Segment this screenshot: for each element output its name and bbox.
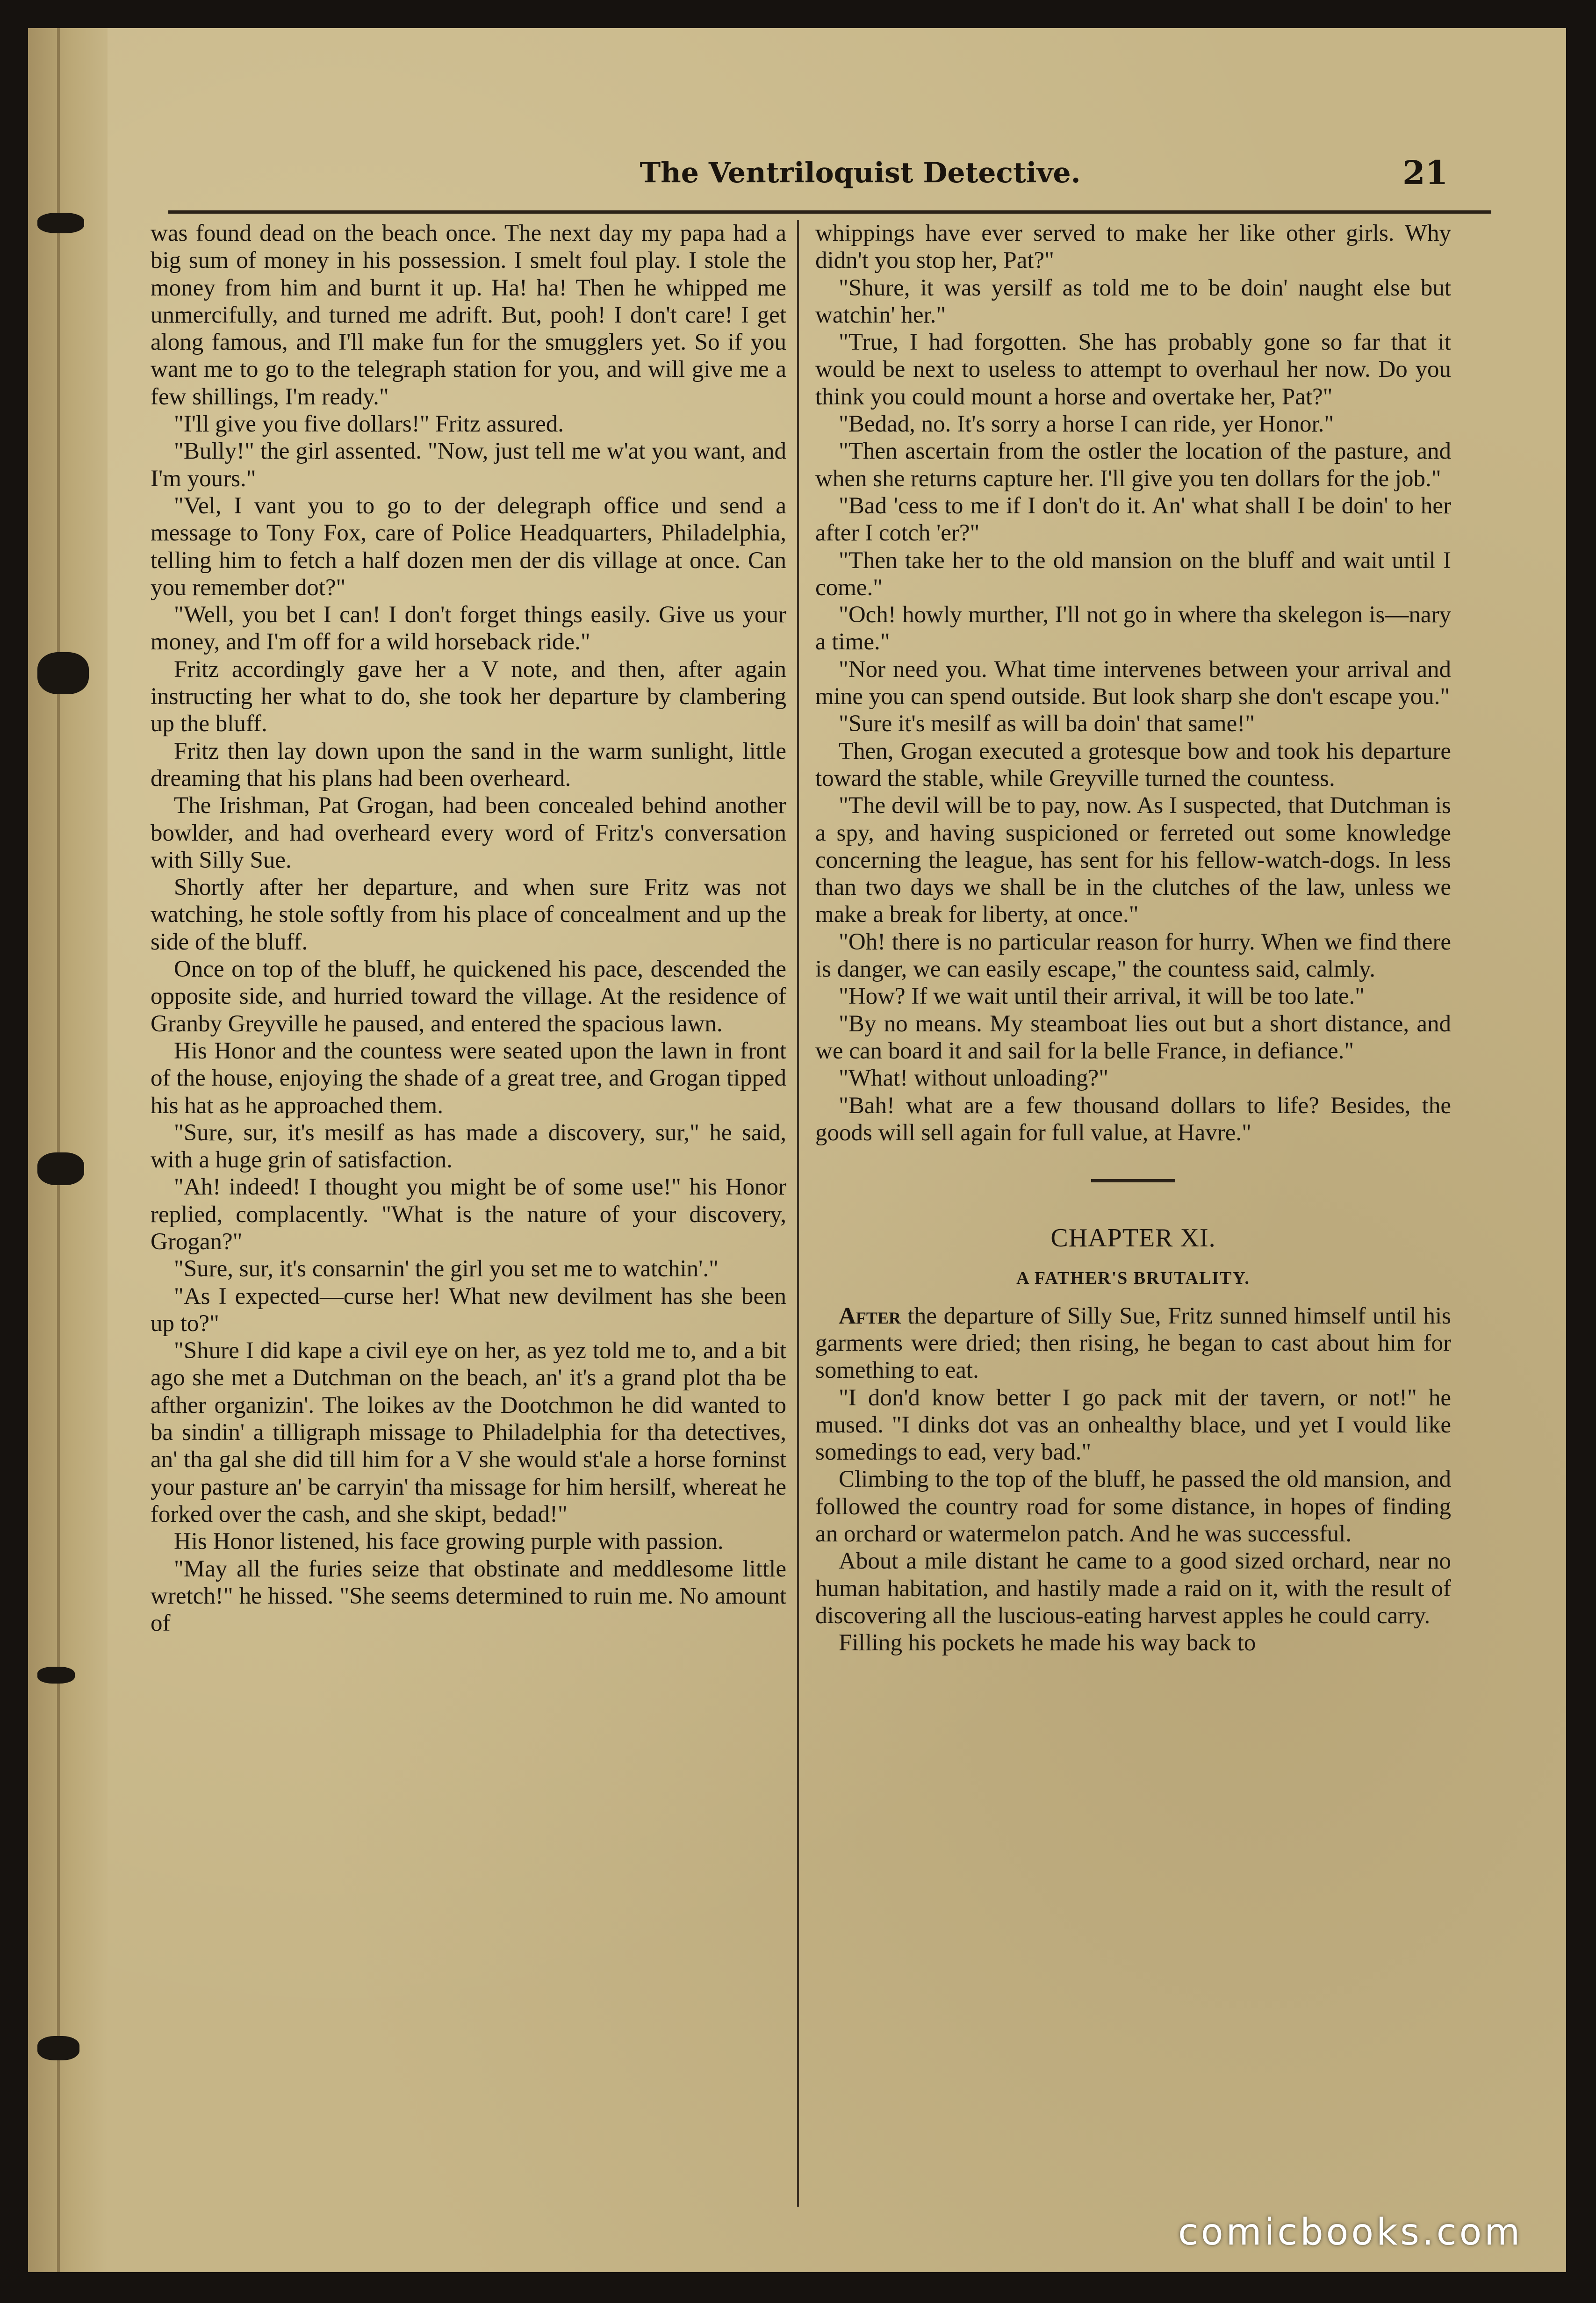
chapter-first-paragraph — [815, 1303, 1451, 1384]
paragraph: whippings have ever served to make her like other girls. Why didn't you stop her, Pat?" — [815, 220, 1451, 274]
column-divider — [797, 220, 799, 2207]
chapter-number: CHAPTER XI. — [1050, 1223, 1216, 1253]
page-number: 21 — [1402, 153, 1448, 192]
paragraph: Fritz then lay down upon the sand in the warm sunlight, little dreaming that his plans had been overheard. — [151, 738, 786, 792]
binding-fold-line — [57, 28, 60, 2272]
header-rule — [168, 210, 1491, 214]
paragraph: "True, I had forgotten. She has probably gone so far that it would be next to useless to attempt to overhaul her now. Do you think you could mount a horse and overtake her, Pat?" — [815, 329, 1451, 410]
paragraph: Filling his pockets he made his way back to — [839, 1630, 1256, 1656]
binding-stitch-hole — [37, 652, 89, 694]
chapter-first-paragraph-text: the departure of Silly Sue, Fritz sunned himself until his garments were dried; then rising, he began to cast about him for something to eat. — [815, 1303, 1451, 1384]
paragraph: His Honor and the countess were seated upon the lawn in front of the house, enjoying the shade of a great tree, and Grogan tipped his hat as he approached them. — [151, 1037, 786, 1119]
paragraph: "The devil will be to pay, now. As I suspected, that Dutchman is a spy, and having suspicioned or ferreted out some knowledge concerning the league, has sent for his fellow-watch-dogs. In less than two days we shall be in the clutches of the law, unless we make a break for liberty, at once." — [815, 792, 1451, 928]
right-column — [815, 220, 1451, 2230]
binding-stitch-hole — [37, 2036, 79, 2060]
paragraph: "Ah! indeed! I thought you might be of some use!" his Honor replied, complacently. "What is the nature of your discovery, Grogan?" — [151, 1174, 786, 1255]
paragraph: Then, Grogan executed a grotesque bow and took his departure toward the stable, while Greyville turned the countess. — [815, 738, 1451, 792]
paragraph: Shortly after her departure, and when sure Fritz was not watching, he stole softly from his place of concealment and up the side of the bluff. — [151, 874, 786, 955]
left-column — [151, 220, 786, 2230]
paragraph: "How? If we wait until their arrival, it will be too late." — [839, 983, 1365, 1010]
section-divider-rule — [1091, 1179, 1175, 1182]
right-column-text-top — [815, 220, 1451, 1146]
paragraph: "What! without unloading?" — [839, 1065, 1109, 1092]
paragraph: "Shure I did kape a civil eye on her, as yez told me to, and a bit ago she met a Dutchman on the beach, an' it's a grand plot tha be afther organizin'. The loikes av the Dootchmon he did wanted to ba sindin' a tilligraph missage to Philadelphia for tha detectives, an' tha gal she did till him for a V she would st'ale a horse forninst your pasture an' be carryin' tha missage for him hersilf, whereat he forked over the cash, and she skipt, bedad!" — [151, 1338, 786, 1527]
binding-stitch-hole — [37, 1152, 84, 1185]
page-binding-edge — [28, 28, 108, 2272]
running-title: The Ventriloquist Detective. — [640, 157, 1081, 189]
paragraph: "Bad 'cess to me if I don't do it. An' what shall I be doin' to her after I cotch 'er?" — [815, 492, 1451, 547]
paragraph: "As I expected—curse her! What new devilment has she been up to?" — [151, 1283, 786, 1337]
paragraph: "Och! howly murther, I'll not go in where tha skelegon is—nary a time." — [815, 602, 1451, 655]
paragraph: "Sure it's mesilf as will ba doin' that same!" — [839, 711, 1255, 737]
binding-stitch-hole — [37, 213, 84, 233]
watermark: comicbooks.com — [1178, 2211, 1523, 2253]
paragraph: The Irishman, Pat Grogan, had been concealed behind another bowlder, and had overheard every word of Fritz's conversation with Silly Sue. — [151, 792, 786, 873]
paragraph: "Vel, I vant you to go to der delegraph office und send a message to Tony Fox, care of Police Headquarters, Philadelphia, telling him to fetch a half dozen men der dis village at once. Can you remember dot?" — [151, 492, 786, 601]
paragraph: His Honor listened, his face growing purple with passion. — [174, 1528, 724, 1555]
paragraph: "Shure, it was yersilf as told me to be doin' naught else but watchin' her." — [815, 274, 1451, 328]
paragraph: Fritz accordingly gave her a V note, and then, after again instructing her what to do, she took her departure by clambering up the bluff. — [151, 656, 786, 737]
chapter-title: A FATHER'S BRUTALITY. — [1016, 1268, 1250, 1288]
paragraph: "Nor need you. What time intervenes between your arrival and mine you can spend outside. But look sharp she don't escape you." — [815, 656, 1451, 710]
paragraph: "Then take her to the old mansion on the bluff and wait until I come." — [815, 547, 1451, 601]
paragraph: "Sure, sur, it's mesilf as has made a discovery, sur," he said, with a huge grin of satisfaction. — [151, 1119, 786, 1173]
chapter-lead-word: After — [839, 1303, 901, 1329]
paragraph: "May all the furies seize that obstinate and meddlesome little wretch!" he hissed. "She seems determined to ruin me. No amount of — [151, 1555, 786, 1637]
paragraph: About a mile distant he came to a good sized orchard, near no human habitation, and hastily made a raid on it, with the result of discovering all the luscious-eating harvest apples he could carry. — [815, 1548, 1451, 1629]
paragraph: "Oh! there is no particular reason for hurry. When we find there is danger, we can easily escape," the countess said, calmly. — [815, 928, 1451, 983]
paragraph: "Bedad, no. It's sorry a horse I can ride, yer Honor." — [839, 411, 1334, 438]
paragraph: "Bully!" the girl assented. "Now, just tell me w'at you want, and I'm yours." — [151, 438, 786, 492]
paragraph: "Then ascertain from the ostler the location of the pasture, and when she returns capture her. I'll give you ten dollars for the job." — [815, 438, 1451, 492]
right-column-text-bottom — [815, 1384, 1451, 1657]
paragraph: Climbing to the top of the bluff, he passed the old mansion, and followed the country road for some distance, in hopes of finding an orchard or watermelon patch. And he was successful. — [815, 1466, 1451, 1547]
paragraph: "Well, you bet I can! I don't forget things easily. Give us your money, and I'm off for a wild horseback ride." — [151, 602, 786, 655]
paragraph: "By no means. My steamboat lies out but a short distance, and we can board it and sail for la belle France, in defiance." — [815, 1010, 1451, 1064]
paragraph: was found dead on the beach once. The next day my papa had a big sum of money in his possession. I smelt foul play. I stole the money from him and burnt it up. Ha! ha! Then he whipped me unmercifully, and turned me adrift. But, pooh! I don't care! I get along famous, and I'll make fun for the smugglers yet. So if you want me to go to the telegraph station for you, and will give me a few shillings, I'm ready." — [151, 220, 786, 410]
book-page — [28, 28, 1566, 2272]
paragraph: "I don'd know better I go pack mit der tavern, or not!" he mused. "I dinks dot vas an onhealthy blace, und yet I vould like somedings to ead, very bad." — [815, 1384, 1451, 1466]
paragraph: "Sure, sur, it's consarnin' the girl you set me to watchin'." — [174, 1256, 719, 1282]
binding-stitch-hole — [37, 1667, 75, 1684]
paragraph: Once on top of the bluff, he quickened his pace, descended the opposite side, and hurried toward the village. At the residence of Granby Greyville he paused, and entered the spacious lawn. — [151, 956, 786, 1037]
paragraph: "I'll give you five dollars!" Fritz assured. — [174, 411, 564, 438]
paragraph: "Bah! what are a few thousand dollars to life? Besides, the goods will sell again for full value, at Havre." — [815, 1092, 1451, 1146]
